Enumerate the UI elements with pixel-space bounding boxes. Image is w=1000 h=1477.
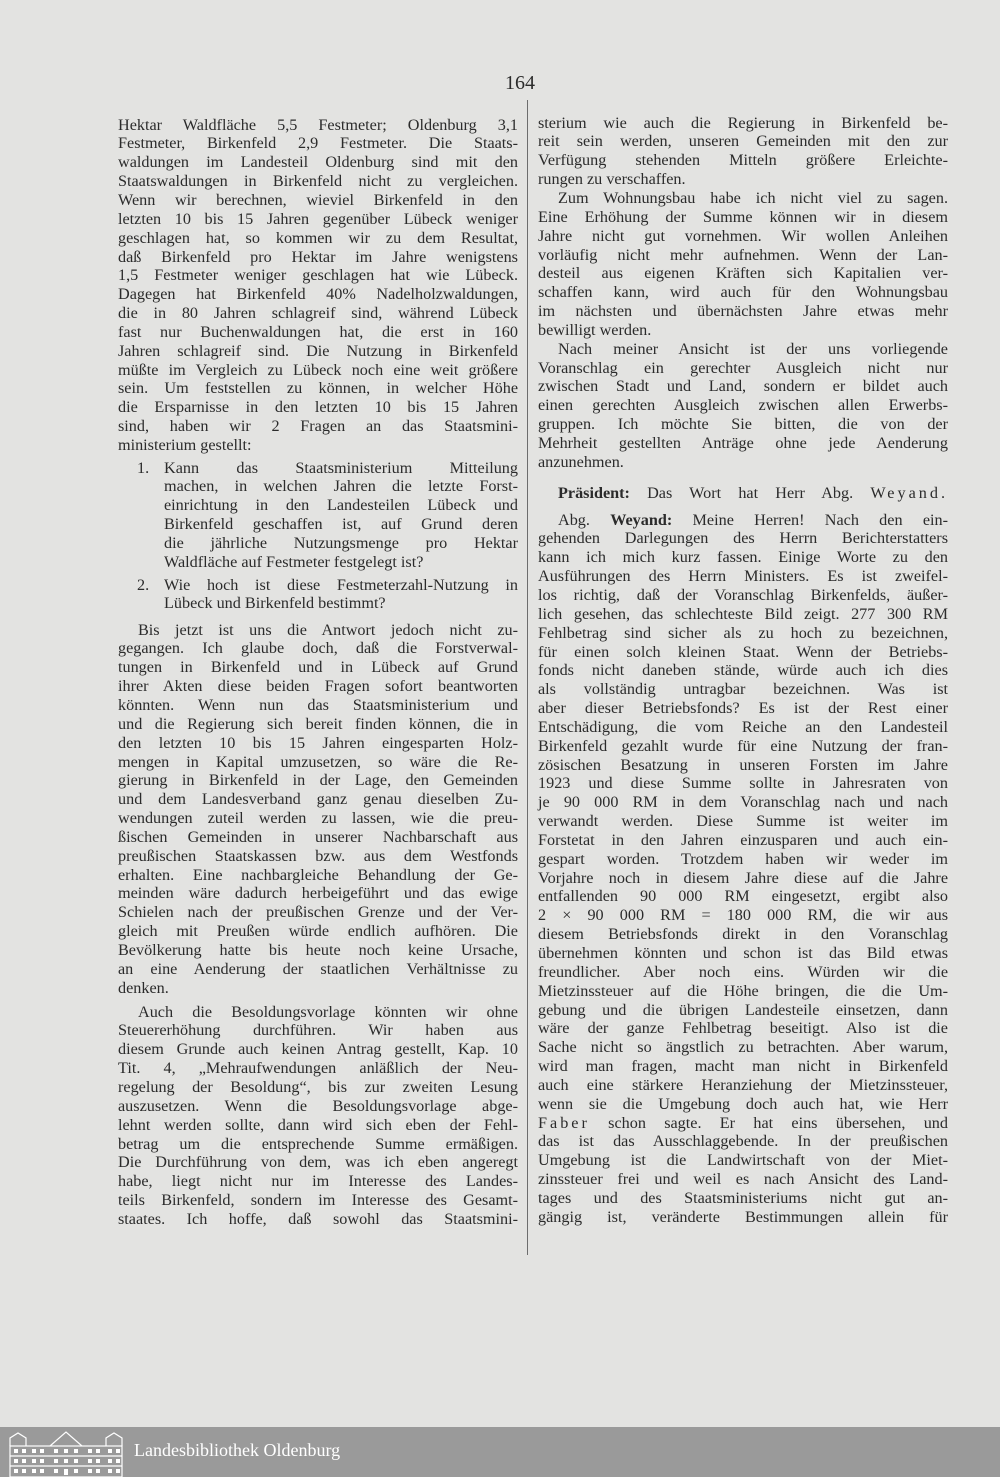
- text-line: waldungen im Landesteil Oldenburg sind mit den: [118, 153, 518, 172]
- text-line: Schielen nach der preußischen Grenze und der Ver-: [118, 903, 518, 922]
- text-line: Vorjahre noch in diesem Jahre diese auf die Jahre: [538, 868, 948, 887]
- text-line: als vollständig untragbar bezeichnen. Was ist: [538, 680, 948, 699]
- paragraph: [118, 1003, 518, 1229]
- text-span: Abg.: [558, 510, 611, 529]
- text-line: mengen in Kapital umzusetzen, so wäre die Re-: [118, 752, 518, 771]
- text-span: Meine Herren! Nach den ein-: [672, 510, 948, 529]
- text-line: Voranschlag ein gerechter Ausgleich nicht nur: [538, 358, 948, 377]
- text-line: fast nur Buchenwaldungen hat, die erst in 160: [118, 322, 518, 341]
- text-line: daß Birkenfeld pro Hektar im Jahre wenigstens: [118, 247, 518, 266]
- text-span: schon sagte. Er hat eins übersehen, und: [589, 1113, 948, 1132]
- text-line: los richtig, daß der Voranschlag Birkenfelds, äußer-: [538, 585, 948, 604]
- text-line: die Ersparnisse in den letzten 10 bis 15 Jahren: [118, 398, 518, 417]
- text-line: Kann das Staatsministerium Mitteilung: [164, 458, 518, 477]
- text-line: tages und des Staatsministeriums nicht gut an-: [538, 1188, 948, 1207]
- text-line: kann ich mich kurz fassen. Einige Worte zu den: [538, 548, 948, 567]
- text-line: zwischen Stadt und Land, sondern er bildet auch: [538, 377, 948, 396]
- text-line: Wenn wir berechnen, wieviel Birkenfeld in den: [118, 190, 518, 209]
- text-line: Staatswaldungen in Birkenfeld nicht zu vergleichen.: [118, 172, 518, 191]
- text-line: könnten. Wenn nun das Staatsministerium und: [118, 695, 518, 714]
- text-line: lehnt werden sollte, dann wird sich eben der Fehl-: [118, 1115, 518, 1134]
- text-line: zinssteuer frei und weil es nach Ansicht des Land-: [538, 1170, 948, 1189]
- library-building-logo-icon: [8, 1430, 124, 1477]
- text-line: diesem Betriebsfonds direkt in den Voranschlag: [538, 925, 948, 944]
- spaced-name: Faber: [538, 1113, 590, 1132]
- text-line: Mehrheit gestellten Anträge ohne jede Aenderung: [538, 433, 948, 452]
- text-line: müßte im Vergleich zu Lübeck noch eine weit größere: [118, 360, 518, 379]
- text-line: gängig ist, veränderte Bestimmungen allein für: [538, 1207, 948, 1226]
- text-line: [538, 1114, 948, 1133]
- text-line: bewilligt werden.: [538, 320, 652, 339]
- spaced-name: Weyand.: [870, 483, 948, 502]
- text-line: [538, 484, 948, 503]
- paragraph: [538, 114, 948, 472]
- text-line: staates. Ich hoffe, daß sowohl das Staatsmini-: [118, 1209, 518, 1228]
- text-line: freundlicher. Aber noch eins. Würden wir die: [538, 962, 948, 981]
- text-line: Entschädigung, die vom Reiche an den Landesteil: [538, 717, 948, 736]
- text-line: Jahren schlagreif sind. Die Nutzung in Birkenfeld: [118, 341, 518, 360]
- text-line: betrag um die entsprechende Summe ermäßigen.: [118, 1134, 518, 1153]
- text-line: denken.: [118, 978, 169, 997]
- footer-bar: [0, 1427, 1000, 1477]
- text-line: Forstetat in den Jahren einzusparen und auch ein-: [538, 830, 948, 849]
- text-line: desteil aus eigenen Kräften sich Kapitalien ver-: [538, 264, 948, 283]
- text-line: entfallenden 90 000 RM eingesetzt, ergibt also: [538, 887, 948, 906]
- text-line: sein. Um feststellen zu können, in welcher Höhe: [118, 379, 518, 398]
- text-line: teils Birkenfeld, sondern im Interesse des Gesamt-: [118, 1191, 518, 1210]
- page-number: 164: [505, 72, 535, 94]
- list-number: 2.: [137, 575, 150, 594]
- text-line: gegangen. Ich glaube doch, daß die Forstverwal-: [118, 639, 518, 658]
- text-line: ministerium gestellt:: [118, 435, 252, 454]
- library-name: Landesbibliothek Oldenburg: [134, 1440, 341, 1460]
- speech-paragraph: [538, 511, 948, 1227]
- text-line: je 90 000 RM in dem Voranschlag nach und nach: [538, 793, 948, 812]
- text-line: gierung in Birkenfeld in der Lage, den Gemeinden: [118, 771, 518, 790]
- text-line: die in 80 Jahren schlagreif sind, während Lübeck: [118, 304, 518, 323]
- text-line: Bis jetzt ist uns die Antwort jedoch nicht zu-: [138, 620, 518, 639]
- text-line: einrichtung in den Landesteilen Lübeck und: [164, 496, 518, 515]
- text-line: Bevölkerung hatte bis heute noch keine Ursache,: [118, 940, 518, 959]
- text-line: wenn sie die Umgebung doch auch hat, wie Herr: [538, 1094, 948, 1113]
- text-line: vorläufig nicht mehr aufnehmen. Wenn der Lan-: [538, 245, 948, 264]
- text-line: wendungen zuteil werden zu lassen, wie die preu-: [118, 809, 518, 828]
- text-line: 1,5 Festmeter weniger geschlagen hat wie Lübeck.: [118, 266, 518, 285]
- speaker-name: Weyand:: [610, 510, 673, 529]
- text-line: Birkenfeld geschaffen ist, auf Grund deren: [164, 515, 518, 534]
- text-line: rungen zu verschaffen.: [538, 170, 686, 189]
- text-line: regelung der Besoldung“, bis zur zweiten Lesung: [118, 1077, 518, 1096]
- text-line: gebung und die übrigen Landesteile einsetzen, dann: [538, 1000, 948, 1019]
- text-line: schaffen kann, wird auch für den Wohnungsbau: [538, 283, 948, 302]
- text-line: einen gerechten Ausgleich zwischen allen Erwerbs-: [538, 396, 948, 415]
- paragraph: [118, 621, 518, 998]
- text-line: gleich mit Preußen würde endlich aufhören. Die: [118, 922, 518, 941]
- text-line: an eine Aenderung der staatlichen Verhältnisse zu: [118, 959, 518, 978]
- text-line: Festmeter, Birkenfeld 2,9 Festmeter. Die Staats-: [118, 134, 518, 153]
- text-line: Dagegen hat Birkenfeld 40% Nadelholzwaldungen,: [118, 285, 518, 304]
- text-line: Tit. 4, „Mehraufwendungen anläßlich der Neu-: [118, 1059, 518, 1078]
- text-line: auch eine stärkere Heranziehung der Mietzinssteuer,: [538, 1075, 948, 1094]
- text-line: Nach meiner Ansicht ist der uns vorliegende: [558, 339, 948, 358]
- text-line: das ist das Ausschlaggebende. In der preußischen: [538, 1132, 948, 1151]
- text-line: Waldfläche auf Festmeter festgelegt ist?: [164, 552, 424, 571]
- text-line: Wie hoch ist diese Festmeterzahl-Nutzung in: [164, 575, 518, 594]
- text-line: übernehmen könnten und schon ist das Bild etwas: [538, 944, 948, 962]
- text-line: tungen in Birkenfeld und in Lübeck auf Grund: [118, 658, 518, 677]
- text-line: wäre der ganze Fehlbetrag beseitigt. Also ist die: [538, 1019, 948, 1038]
- text-line: Jahre nicht gut vornehmen. Wir wollen Anleihen: [538, 226, 948, 245]
- text-line: geschlagen hat, so kommen wir zu dem Resultat,: [118, 228, 518, 247]
- list-item: [164, 459, 518, 572]
- text-line: Lübeck und Birkenfeld bestimmt?: [164, 594, 386, 613]
- text-line: für einen solch kleinen Staat. Wenn der Betriebs-: [538, 642, 948, 661]
- text-line: und die Regierung sich bereit finden können, die in: [118, 714, 518, 733]
- text-line: erhalten. Eine nachbargleiche Behandlung der Ge-: [118, 865, 518, 884]
- text-line: fonds nicht daneben stände, würde auch ich dies: [538, 661, 948, 680]
- text-line: verwandt werden. Diese Summe ist weiter im: [538, 812, 948, 831]
- text-line: habe, liegt nicht nur im Interesse des Landes-: [118, 1172, 518, 1191]
- text-line: Mietzinssteuer auf die Höhe bringen, die die Um-: [538, 981, 948, 1000]
- text-line: Sache nicht so ängstlich zu betrachten. Aber warum,: [538, 1038, 948, 1057]
- speaker-announcement: [538, 484, 948, 503]
- text-line: ihrer Akten diese beiden Fragen sofort beantworten: [118, 677, 518, 696]
- column-divider: [527, 100, 528, 1255]
- text-line: sind, haben wir 2 Fragen an das Staatsmini-: [118, 417, 518, 436]
- text-line: letzten 10 bis 15 Jahren gegenüber Lübeck weniger: [118, 209, 518, 228]
- text-line: diesem Grunde auch keinen Antrag gestellt, Kap. 10: [118, 1040, 518, 1059]
- text-line: Eine Erhöhung der Summe können wir in diesem: [538, 207, 948, 226]
- text-line: und dem Landesverband ganz genau dieselben Zu-: [118, 790, 518, 809]
- text-line: wird man fragen, macht man nicht in Birkenfeld: [538, 1057, 948, 1076]
- text-line: Steuererhöhung durchführen. Wir haben aus: [118, 1021, 518, 1040]
- text-line: aber dieser Betriebsfonds? Es ist der Rest einer: [538, 699, 948, 718]
- speaker-name: Präsident:: [558, 483, 630, 502]
- list-item: [164, 576, 518, 614]
- text-line: Birkenfeld gezahlt wurde für eine Nutzung der fran-: [538, 736, 948, 755]
- text-line: gespart worden. Trotzdem haben wir weder im: [538, 849, 948, 868]
- text-line: machen, in welchen Jahren die letzte Forst-: [164, 477, 518, 496]
- text-line: 2 × 90 000 RM = 180 000 RM, die wir aus: [538, 906, 948, 925]
- text-line: Hektar Waldfläche 5,5 Festmeter; Oldenburg 3,1: [118, 115, 518, 134]
- text-line: anzunehmen.: [538, 452, 624, 471]
- text-line: zösischen Besatzung in unseren Forsten im Jahre: [538, 755, 948, 774]
- text-span: Das Wort hat Herr Abg.: [629, 483, 871, 502]
- text-line: 1923 und diese Summe sollte in Jahresraten von: [538, 774, 948, 793]
- text-line: Zum Wohnungsbau habe ich nicht viel zu sagen.: [558, 188, 948, 207]
- text-line: meinden wäre dadurch herbeigeführt und das ewige: [118, 884, 518, 903]
- text-line: Ausführungen des Herrn Ministers. Es ist zweifel-: [538, 567, 948, 586]
- text-line: Verfügung stehenden Mitteln größere Erleichte-: [538, 151, 948, 170]
- text-line: gruppen. Ich möchte Sie bitten, die von der: [538, 415, 948, 434]
- text-line: auszusetzen. Wenn die Besoldungsvorlage abge-: [118, 1096, 518, 1115]
- text-line: sterium wie auch die Regierung in Birkenfeld be-: [538, 113, 948, 132]
- text-line: Die Durchführung von dem, was ich eben angeregt: [118, 1153, 518, 1172]
- text-line: [538, 511, 948, 530]
- list-number: 1.: [137, 458, 150, 477]
- text-line: die jährliche Nutzungsmenge pro Hektar: [164, 533, 518, 552]
- text-line: reit sein werden, unseren Gemeinden mit den zur: [538, 132, 948, 151]
- text-line: Auch die Besoldungsvorlage könnten wir ohne: [138, 1002, 518, 1021]
- text-line: Fehlbetrag sind sicher als zu hoch zu bezeichnen,: [538, 623, 948, 642]
- text-line: Umgebung ist die Landwirtschaft von der Miet-: [538, 1151, 948, 1170]
- text-line: preußischen Staatskassen bzw. aus dem Westfonds: [118, 846, 518, 865]
- paragraph: [118, 116, 518, 455]
- text-line: ßischen Gemeinden in unserer Nachbarschaft aus: [118, 827, 518, 846]
- text-line: den letzten 10 bis 15 Jahren eingesparten Holz-: [118, 733, 518, 752]
- text-line: im nächsten und übernächsten Jahre etwas mehr: [538, 302, 948, 321]
- text-line: lich gesehen, das schlechteste Bild zeigt. 277 300 RM: [538, 604, 948, 623]
- text-line: gehenden Darlegungen des Herrn Berichterstatters: [538, 529, 948, 548]
